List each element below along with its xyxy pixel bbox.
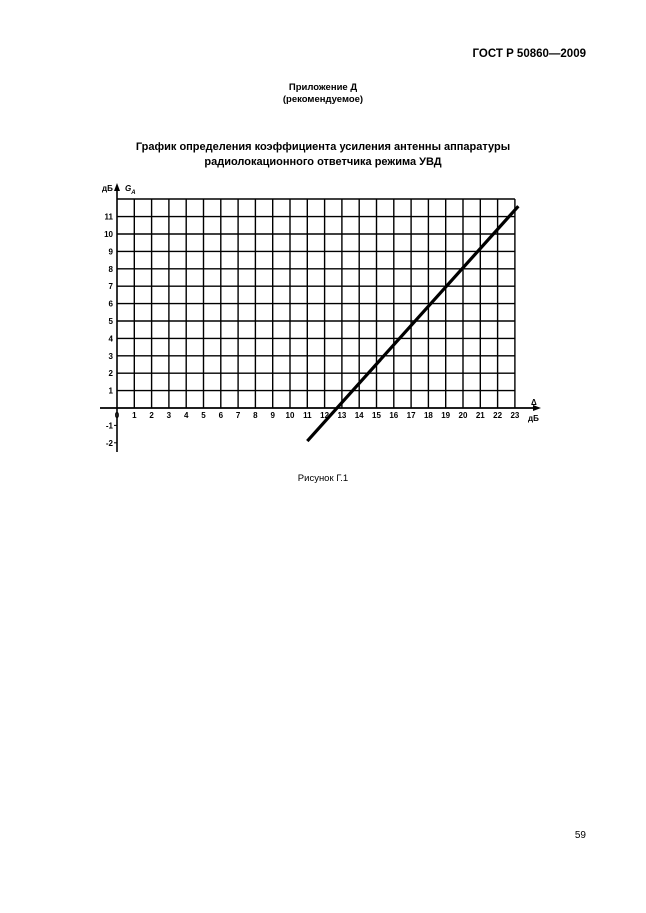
- x-tick-label: 1: [132, 411, 137, 420]
- x-tick-label: 16: [389, 411, 399, 420]
- y-tick-label: 11: [104, 212, 113, 222]
- x-tick-label: 8: [253, 411, 258, 420]
- y-tick-label: 8: [108, 264, 113, 274]
- y-axis-arrow: [114, 183, 120, 191]
- y-tick-label: 6: [108, 299, 113, 309]
- x-tick-label: 18: [423, 411, 433, 420]
- x-tick-label: 6: [218, 411, 224, 420]
- y-axis-unit: дБ: [102, 184, 113, 193]
- x-tick-label: 10: [285, 411, 295, 420]
- x-tick-label: 5: [201, 411, 206, 420]
- x-tick-label: 2: [149, 411, 154, 420]
- x-tick-label: 11: [303, 411, 312, 420]
- x-tick-label: 19: [441, 411, 451, 420]
- x-tick-label: 21: [475, 411, 485, 420]
- y-tick-label: -1: [105, 421, 113, 431]
- x-tick-labels: [115, 411, 520, 420]
- x-tick-label: 23: [510, 411, 520, 420]
- y-tick-label: 9: [108, 247, 113, 257]
- y-tick-label: 1: [108, 386, 113, 396]
- chart-grid: [117, 199, 515, 408]
- document-id: ГОСТ Р 50860—2009: [472, 48, 586, 60]
- chart-title-line-2: радиолокационного ответчика режима УВД: [204, 156, 442, 168]
- x-tick-label: 17: [406, 411, 416, 420]
- appendix-title: Приложение Д: [288, 82, 358, 93]
- appendix-subtitle: (рекомендуемое): [282, 94, 364, 105]
- y-tick-label: 10: [104, 230, 113, 239]
- series-line: [307, 206, 518, 441]
- x-tick-label: 13: [337, 411, 347, 420]
- x-tick-label: 4: [183, 411, 189, 420]
- x-tick-label: 14: [354, 411, 364, 420]
- x-axis-unit: дБ: [528, 414, 539, 423]
- x-tick-label: 0: [114, 411, 120, 420]
- chart-title-line-1: График определения коэффициента усиления антенны аппаратуры: [135, 141, 511, 153]
- x-tick-label: 3: [166, 411, 172, 420]
- x-tick-label: 12: [320, 411, 330, 420]
- x-tick-label: 15: [372, 411, 381, 420]
- x-tick-label: 20: [458, 411, 468, 420]
- y-tick-label: -2: [105, 438, 113, 448]
- y-tick-label: 4: [108, 334, 113, 344]
- y-tick-labels: [104, 213, 113, 448]
- y-axis-symbol: $G_A$: [125, 184, 136, 196]
- chart-series: [307, 206, 518, 441]
- x-tick-label: 9: [270, 411, 275, 420]
- x-tick-label: 7: [235, 411, 241, 420]
- x-axis-symbol: Δ: [531, 398, 537, 407]
- figure-caption: Рисунок Г.1: [297, 473, 349, 484]
- y-tick-label: 3: [108, 351, 113, 361]
- y-tick-label: 2: [108, 369, 113, 379]
- y-tick-label: 5: [108, 317, 113, 326]
- page-number: 59: [574, 830, 586, 841]
- x-tick-label: 22: [493, 411, 503, 420]
- y-tick-label: 7: [108, 282, 113, 292]
